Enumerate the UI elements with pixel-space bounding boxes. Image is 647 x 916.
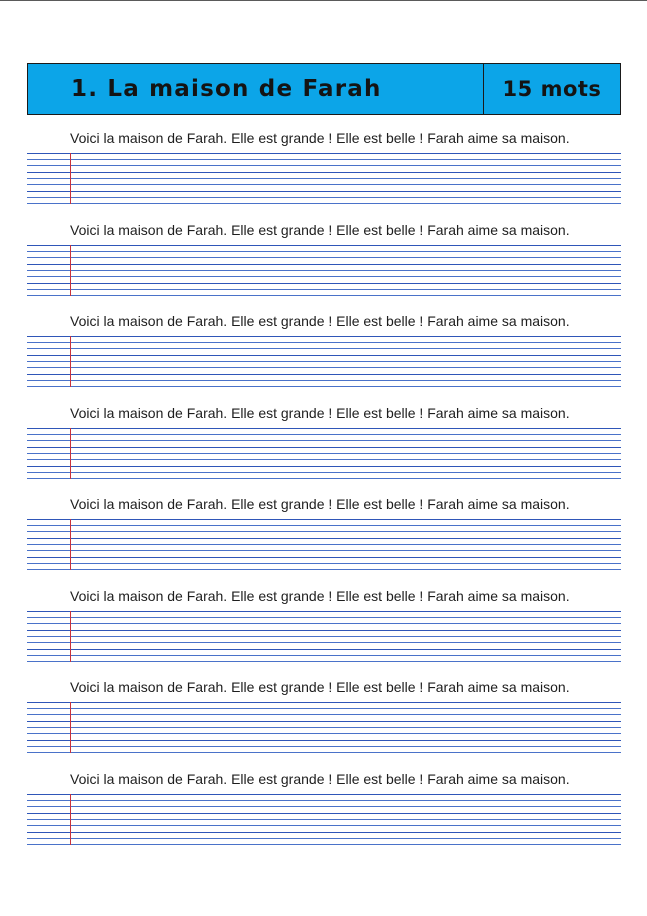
- ruling-line: [27, 838, 621, 839]
- ruling-line: [27, 525, 621, 526]
- margin-line: [70, 336, 71, 387]
- ruling-line: [27, 714, 621, 715]
- ruling-line: [27, 813, 621, 814]
- ruling-line: [27, 466, 621, 467]
- ruling-line: [27, 727, 621, 728]
- ruling-line: [27, 636, 621, 637]
- ruling-line: [27, 649, 621, 650]
- ruling-line: [27, 794, 621, 795]
- handwriting-lines[interactable]: [27, 245, 621, 297]
- ruling-line: [27, 428, 621, 429]
- ruling-line: [27, 289, 621, 290]
- ruling-line: [27, 557, 621, 558]
- copy-exercise: [27, 404, 621, 486]
- ruling-line: [27, 623, 621, 624]
- ruling-line: [27, 472, 621, 473]
- handwriting-lines[interactable]: [27, 611, 621, 663]
- margin-line: [70, 428, 71, 479]
- model-sentence: Voici la maison de Farah. Elle est grande ! Elle est belle ! Farah aime sa maison.: [70, 222, 570, 238]
- copy-exercise: [27, 312, 621, 394]
- ruling-line: [27, 569, 621, 570]
- ruling-line: [27, 251, 621, 252]
- handwriting-lines[interactable]: [27, 428, 621, 480]
- handwriting-lines[interactable]: [27, 519, 621, 571]
- ruling-line: [27, 453, 621, 454]
- ruling-line: [27, 721, 621, 722]
- ruling-line: [27, 257, 621, 258]
- margin-line: [70, 611, 71, 662]
- ruling-line: [27, 367, 621, 368]
- ruling-line: [27, 386, 621, 387]
- ruling-line: [27, 825, 621, 826]
- ruling-line: [27, 478, 621, 479]
- ruling-line: [27, 819, 621, 820]
- ruling-line: [27, 434, 621, 435]
- copy-exercise: [27, 587, 621, 669]
- ruling-line: [27, 661, 621, 662]
- ruling-line: [27, 348, 621, 349]
- ruling-line: [27, 733, 621, 734]
- ruling-line: [27, 642, 621, 643]
- ruling-line: [27, 746, 621, 747]
- ruling-line: [27, 270, 621, 271]
- ruling-line: [27, 153, 621, 154]
- ruling-line: [27, 617, 621, 618]
- ruling-line: [27, 531, 621, 532]
- ruling-line: [27, 702, 621, 703]
- ruling-line: [27, 355, 621, 356]
- copy-exercise: [27, 678, 621, 760]
- ruling-line: [27, 440, 621, 441]
- ruling-line: [27, 295, 621, 296]
- ruling-line: [27, 245, 621, 246]
- ruling-line: [27, 519, 621, 520]
- model-sentence: Voici la maison de Farah. Elle est grande ! Elle est belle ! Farah aime sa maison.: [70, 771, 570, 787]
- copy-exercise: [27, 221, 621, 303]
- model-sentence: Voici la maison de Farah. Elle est grande ! Elle est belle ! Farah aime sa maison.: [70, 679, 570, 695]
- ruling-line: [27, 752, 621, 753]
- margin-line: [70, 794, 71, 845]
- ruling-line: [27, 184, 621, 185]
- ruling-line: [27, 655, 621, 656]
- model-sentence: Voici la maison de Farah. Elle est grande ! Elle est belle ! Farah aime sa maison.: [70, 405, 570, 421]
- model-sentence: Voici la maison de Farah. Elle est grande ! Elle est belle ! Farah aime sa maison.: [70, 130, 570, 146]
- ruling-line: [27, 708, 621, 709]
- ruling-line: [27, 538, 621, 539]
- ruling-line: [27, 264, 621, 265]
- ruling-line: [27, 172, 621, 173]
- copy-exercise: [27, 129, 621, 211]
- ruling-line: [27, 800, 621, 801]
- copy-exercise: [27, 770, 621, 852]
- copy-exercise: [27, 495, 621, 577]
- ruling-line: [27, 563, 621, 564]
- handwriting-lines[interactable]: [27, 153, 621, 205]
- ruling-line: [27, 283, 621, 284]
- word-count-badge: 15 mots: [502, 77, 602, 101]
- ruling-line: [27, 550, 621, 551]
- ruling-line: [27, 178, 621, 179]
- model-sentence: Voici la maison de Farah. Elle est grande ! Elle est belle ! Farah aime sa maison.: [70, 496, 570, 512]
- ruling-line: [27, 165, 621, 166]
- handwriting-lines[interactable]: [27, 794, 621, 846]
- ruling-line: [27, 844, 621, 845]
- ruling-line: [27, 832, 621, 833]
- handwriting-lines[interactable]: [27, 336, 621, 388]
- ruling-line: [27, 806, 621, 807]
- model-sentence: Voici la maison de Farah. Elle est grande ! Elle est belle ! Farah aime sa maison.: [70, 313, 570, 329]
- ruling-line: [27, 191, 621, 192]
- page-top-rule: [0, 0, 647, 1]
- ruling-line: [27, 630, 621, 631]
- ruling-line: [27, 336, 621, 337]
- ruling-line: [27, 159, 621, 160]
- ruling-line: [27, 447, 621, 448]
- model-sentence: Voici la maison de Farah. Elle est grande ! Elle est belle ! Farah aime sa maison.: [70, 588, 570, 604]
- margin-line: [70, 153, 71, 204]
- ruling-line: [27, 544, 621, 545]
- worksheet-title: 1. La maison de Farah: [28, 64, 484, 114]
- ruling-line: [27, 459, 621, 460]
- ruling-line: [27, 611, 621, 612]
- ruling-line: [27, 380, 621, 381]
- margin-line: [70, 245, 71, 296]
- ruling-line: [27, 374, 621, 375]
- ruling-line: [27, 203, 621, 204]
- margin-line: [70, 702, 71, 753]
- ruling-line: [27, 361, 621, 362]
- ruling-line: [27, 342, 621, 343]
- worksheet-header: [27, 63, 621, 115]
- ruling-line: [27, 197, 621, 198]
- margin-line: [70, 519, 71, 570]
- ruling-line: [27, 740, 621, 741]
- ruling-line: [27, 276, 621, 277]
- handwriting-lines[interactable]: [27, 702, 621, 754]
